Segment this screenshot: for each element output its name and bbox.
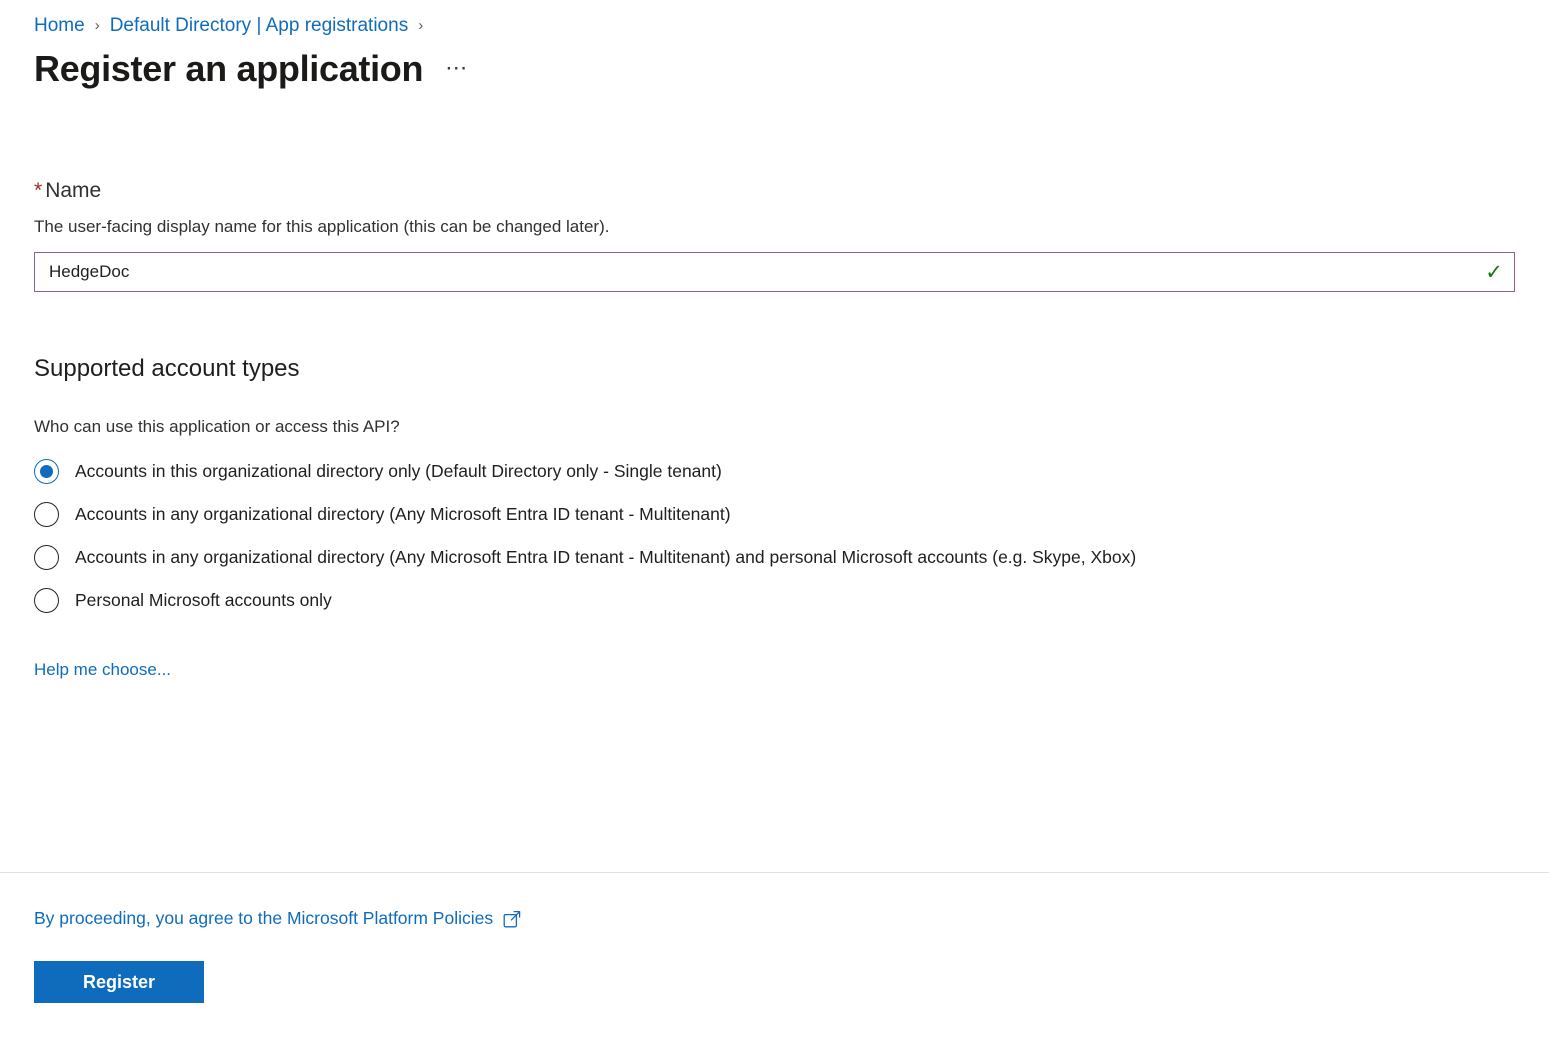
name-field-label bbox=[34, 178, 1515, 204]
register-button[interactable]: Register bbox=[34, 961, 204, 1003]
radio-option-multitenant-and-personal[interactable] bbox=[34, 544, 1515, 570]
radio-option-label: Accounts in any organizational directory (Any Microsoft Entra ID tenant - Multitenant) and personal Microsoft accounts (e.g. Skype, Xbox) bbox=[75, 547, 1137, 567]
breadcrumb-item-app-registrations[interactable]: Default Directory | App registrations bbox=[109, 15, 409, 36]
required-marker: * bbox=[34, 179, 43, 202]
footer-divider bbox=[0, 872, 1549, 873]
radio-icon bbox=[34, 502, 59, 527]
checkmark-icon: ✓ bbox=[1485, 260, 1503, 284]
radio-icon bbox=[34, 459, 59, 484]
registration-form bbox=[34, 178, 1515, 680]
radio-option-label: Personal Microsoft accounts only bbox=[75, 590, 332, 610]
supported-account-types-question: Who can use this application or access this API? bbox=[34, 417, 400, 436]
supported-account-types-radio-group bbox=[34, 458, 1515, 613]
supported-account-types-title: Supported account types bbox=[34, 355, 300, 382]
title-row bbox=[34, 48, 1515, 90]
radio-option-personal-only[interactable] bbox=[34, 587, 1515, 613]
platform-policies-text: By proceeding, you agree to the Microsoft Platform Policies bbox=[34, 908, 494, 928]
radio-icon bbox=[34, 545, 59, 570]
name-input[interactable] bbox=[35, 253, 1480, 291]
radio-option-label: Accounts in any organizational directory (Any Microsoft Entra ID tenant - Multitenant) bbox=[75, 504, 731, 524]
radio-option-single-tenant[interactable] bbox=[34, 458, 1515, 484]
name-label-text: Name bbox=[45, 179, 102, 202]
help-me-choose-link[interactable]: Help me choose... bbox=[34, 660, 172, 679]
platform-policies-link[interactable] bbox=[34, 908, 521, 929]
breadcrumb bbox=[34, 0, 1515, 38]
more-actions-icon[interactable]: ⋯ bbox=[445, 55, 470, 80]
footer bbox=[34, 908, 521, 1003]
chevron-right-icon: › bbox=[94, 17, 100, 34]
radio-option-label: Accounts in this organizational directory only (Default Directory only - Single tenant) bbox=[75, 461, 722, 481]
external-link-icon bbox=[503, 910, 521, 928]
page-title: Register an application bbox=[34, 48, 424, 89]
breadcrumb-item-home[interactable]: Home bbox=[34, 15, 85, 36]
radio-icon bbox=[34, 588, 59, 613]
radio-option-multitenant[interactable] bbox=[34, 501, 1515, 527]
name-input-wrapper[interactable] bbox=[34, 252, 1515, 292]
chevron-right-icon: › bbox=[418, 17, 424, 34]
name-field-description: The user-facing display name for this application (this can be changed later). bbox=[34, 217, 610, 236]
